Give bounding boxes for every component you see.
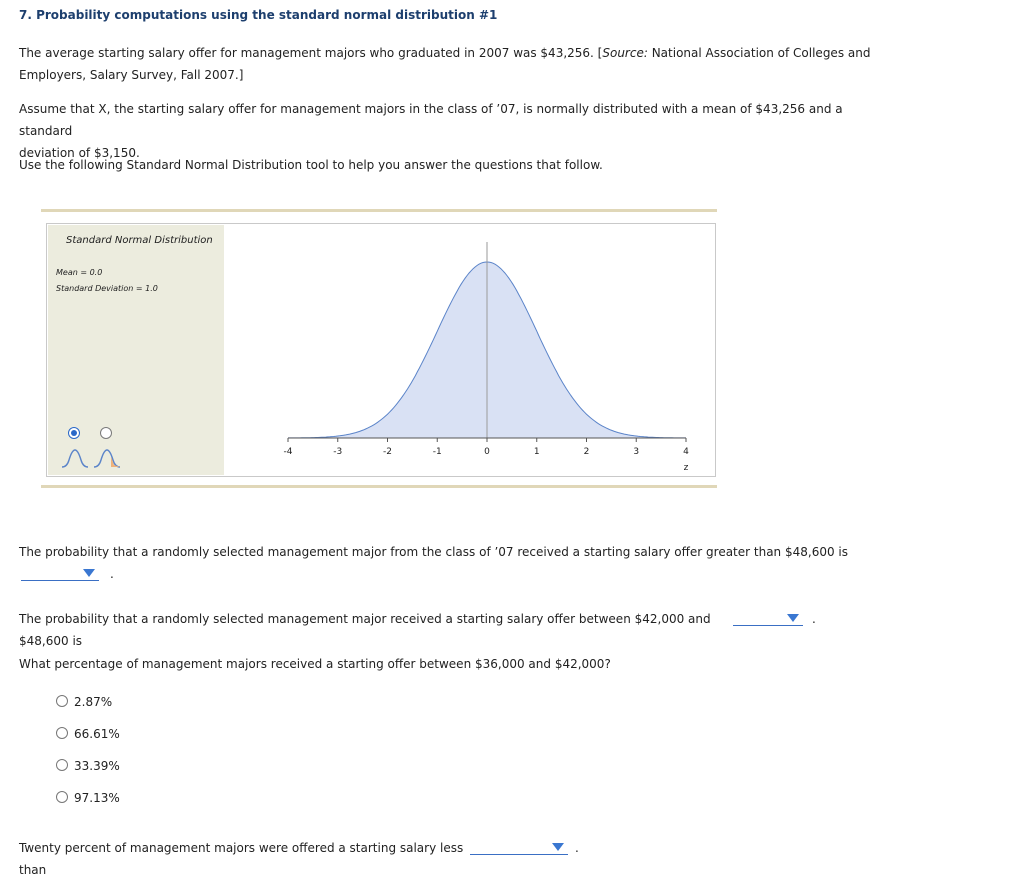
q3-option-2-label: 33.39%	[74, 759, 120, 773]
x-tick-label: 3	[633, 447, 640, 457]
question-title: 7. Probability computations using the standard normal distribution #1	[19, 8, 498, 22]
q4-dropdown[interactable]	[470, 840, 568, 855]
radio-circle-icon[interactable]	[56, 759, 68, 771]
q1-dropdown[interactable]	[21, 566, 99, 581]
intro-line2: Employers, Salary Survey, Fall 2007.]	[19, 68, 244, 82]
assumption-line1: Assume that X, the starting salary offer for management majors in the class of ’07, is normally distributed with a mean of $43,256 and a standard	[19, 102, 843, 138]
radio-circle-icon[interactable]	[56, 695, 68, 707]
q3-option-3[interactable]	[56, 791, 120, 805]
q3-option-2[interactable]	[56, 759, 120, 773]
assumption-line2: deviation of $3,150.	[19, 146, 140, 160]
x-tick-label: -3	[333, 447, 343, 457]
q1-text: The probability that a randomly selected management major from the class of ’07 received a starting salary offer greater than $48,600 is	[19, 545, 849, 559]
distribution-type-icons	[60, 447, 124, 469]
chevron-down-icon	[787, 614, 799, 622]
q4-period: .	[575, 841, 579, 855]
q2-text: The probability that a randomly selected management major received a starting salary offer between $42,000 and $48,600 is	[19, 612, 711, 648]
q4-text: Twenty percent of management majors were offered a starting salary less than	[19, 841, 464, 877]
x-axis-label: z	[683, 463, 689, 473]
tool-instruction: Use the following Standard Normal Distribution tool to help you answer the questions that follow.	[19, 158, 603, 172]
normal-curve-chart	[226, 224, 714, 476]
x-tick-label: 0	[484, 447, 490, 457]
source-label: Source:	[602, 46, 648, 60]
two-area-radio[interactable]	[100, 427, 112, 439]
panel-title: Standard Normal Distribution	[66, 235, 213, 246]
single-area-radio[interactable]	[68, 427, 80, 439]
q2-period: .	[812, 612, 816, 626]
bell-curve-shaded-icon	[94, 450, 120, 467]
radio-circle-icon[interactable]	[56, 727, 68, 739]
sd-label: Standard Deviation = 1.0	[56, 284, 158, 293]
tool-side-panel	[48, 225, 224, 475]
x-tick-label: 4	[683, 447, 689, 457]
q2-dropdown[interactable]	[733, 611, 803, 626]
radio-circle-icon[interactable]	[56, 791, 68, 803]
x-tick-label: 1	[533, 447, 540, 457]
intro-paragraph	[19, 42, 899, 86]
q3-option-0[interactable]	[56, 695, 112, 709]
mean-label: Mean = 0.0	[56, 268, 103, 277]
x-tick-label: 2	[583, 447, 590, 457]
q3-option-1[interactable]	[56, 727, 120, 741]
intro-line1-pre: The average starting salary offer for management majors who graduated in 2007 was $43,256. [	[19, 46, 603, 60]
x-tick-label: -1	[432, 447, 442, 457]
q3-option-0-label: 2.87%	[74, 695, 113, 709]
bell-curve-icon	[62, 450, 88, 467]
normal-distribution-tool[interactable]	[46, 223, 716, 477]
intro-line1-post: National Association of Colleges and	[647, 46, 871, 60]
q3-option-3-label: 97.13%	[74, 791, 120, 805]
chevron-down-icon	[552, 843, 564, 851]
q1-period: .	[110, 567, 114, 581]
q3-text: What percentage of management majors received a starting offer between $36,000 and $42,000?	[19, 657, 611, 671]
chevron-down-icon	[83, 569, 95, 577]
x-tick-label: -2	[383, 447, 392, 457]
tool-bottom-rule	[41, 485, 717, 488]
x-tick-label: -4	[283, 447, 293, 457]
tool-top-rule	[41, 209, 717, 212]
q3-option-1-label: 66.61%	[74, 727, 120, 741]
